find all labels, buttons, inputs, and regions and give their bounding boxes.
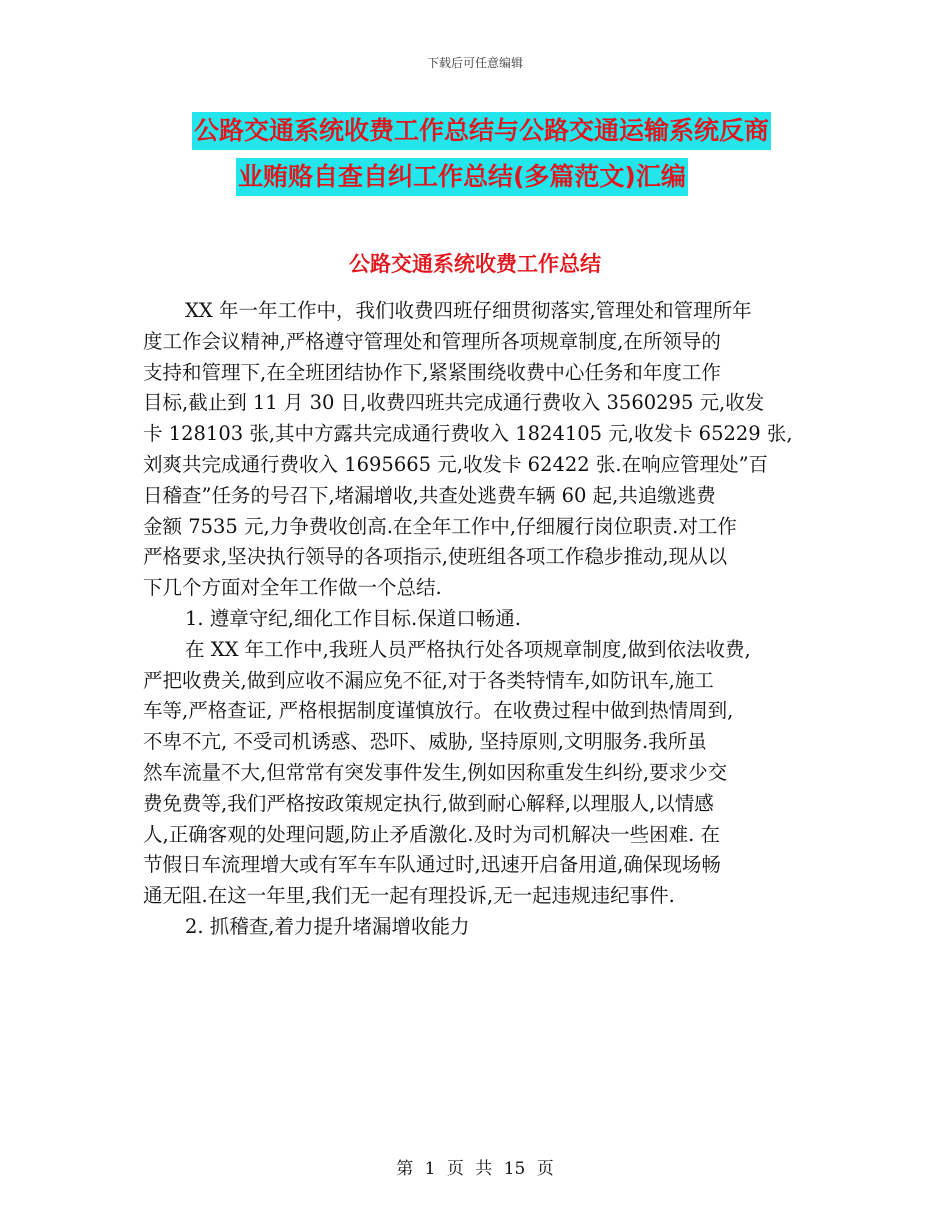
header-note: 下载后可任意编辑 (426, 56, 523, 70)
paragraph-line: 支持和管理下,在全班团结协作下,紧紧围绕收费中心任务和年度工作 (143, 360, 721, 384)
paragraph-line: 日稽查”任务的号召下,堵漏增收,共查处逃费车辆 60 起,共追缴逃费 (143, 483, 716, 507)
paragraph-line: 目标,截止到 11 月 30 日,收费四班共完成通行费收入 3560295 元,收发 (143, 391, 765, 415)
paragraph-line: 度工作会议精神,严格遵守管理处和管理所各项规章制度,在所领导的 (143, 329, 721, 353)
paragraph-line: 卡 128103 张,其中方露共完成通行费收入 1824105 元,收发卡 65229 张, (143, 422, 793, 446)
title-line-1: 公路交通系统收费工作总结与公路交通运输系统反商 (192, 112, 771, 150)
paragraph-line: 刘爽共完成通行费收入 1695665 元,收发卡 62422 张.在响应管理处”百 (143, 452, 769, 476)
paragraph-line: 金额 7535 元,力争费收创高.在全年工作中,仔细履行岗位职责.对工作 (143, 514, 737, 538)
paragraph-line: 节假日车流理增大或有军车车队通过时,迅速开启备用道,确保现场畅 (143, 853, 721, 877)
list-heading: 1. 遵章守纪,细化工作目标.保道口畅通. (185, 606, 521, 630)
title-line-2: 业贿赂自查自纠工作总结(多篇范文)汇编 (236, 158, 688, 196)
paragraph-line: 严格要求,坚决执行领导的各项指示,使班组各项工作稳步推动,现从以 (143, 545, 728, 569)
document-title (0, 112, 950, 196)
page-footer: 第 1 页 共 15 页 (396, 1159, 554, 1179)
paragraph-line: XX 年一年工作中，我们收费四班仔细贯彻落实,管理处和管理所年 (185, 299, 752, 322)
paragraph-line: 费免费等,我们严格按政策规定执行,做到耐心解释,以理服人,以情感 (143, 791, 714, 815)
section-title: 公路交通系统收费工作总结 (349, 252, 601, 276)
paragraph-line: 下几个方面对全年工作做一个总结. (143, 576, 442, 600)
paragraph-line: 通无阻.在这一年里,我们无一起有理投诉,无一起违规违纪事件. (143, 884, 675, 908)
paragraph-line: 车等,严格查证, 严格根据制度谨慎放行。在收费过程中做到热情周到, (143, 699, 734, 723)
body-text (143, 296, 818, 943)
paragraph-line: 人,正确客观的处理问题,防止矛盾激化.及时为司机解决一些困难. 在 (143, 822, 720, 846)
list-heading: 2. 抓稽查,着力提升堵漏增收能力 (185, 914, 470, 938)
paragraph-line: 在 XX 年工作中,我班人员严格执行处各项规章制度,做到依法收费, (185, 637, 751, 661)
paragraph-line: 然车流量不大,但常常有突发事件发生,例如因称重发生纠纷,要求少交 (143, 760, 728, 784)
paragraph-line: 不卑不亢, 不受司机诱惑、恐吓、威胁, 坚持原则,文明服务.我所虽 (143, 730, 707, 754)
paragraph-line: 严把收费关,做到应收不漏应免不征,对于各类特情车,如防讯车,施工 (143, 668, 714, 692)
